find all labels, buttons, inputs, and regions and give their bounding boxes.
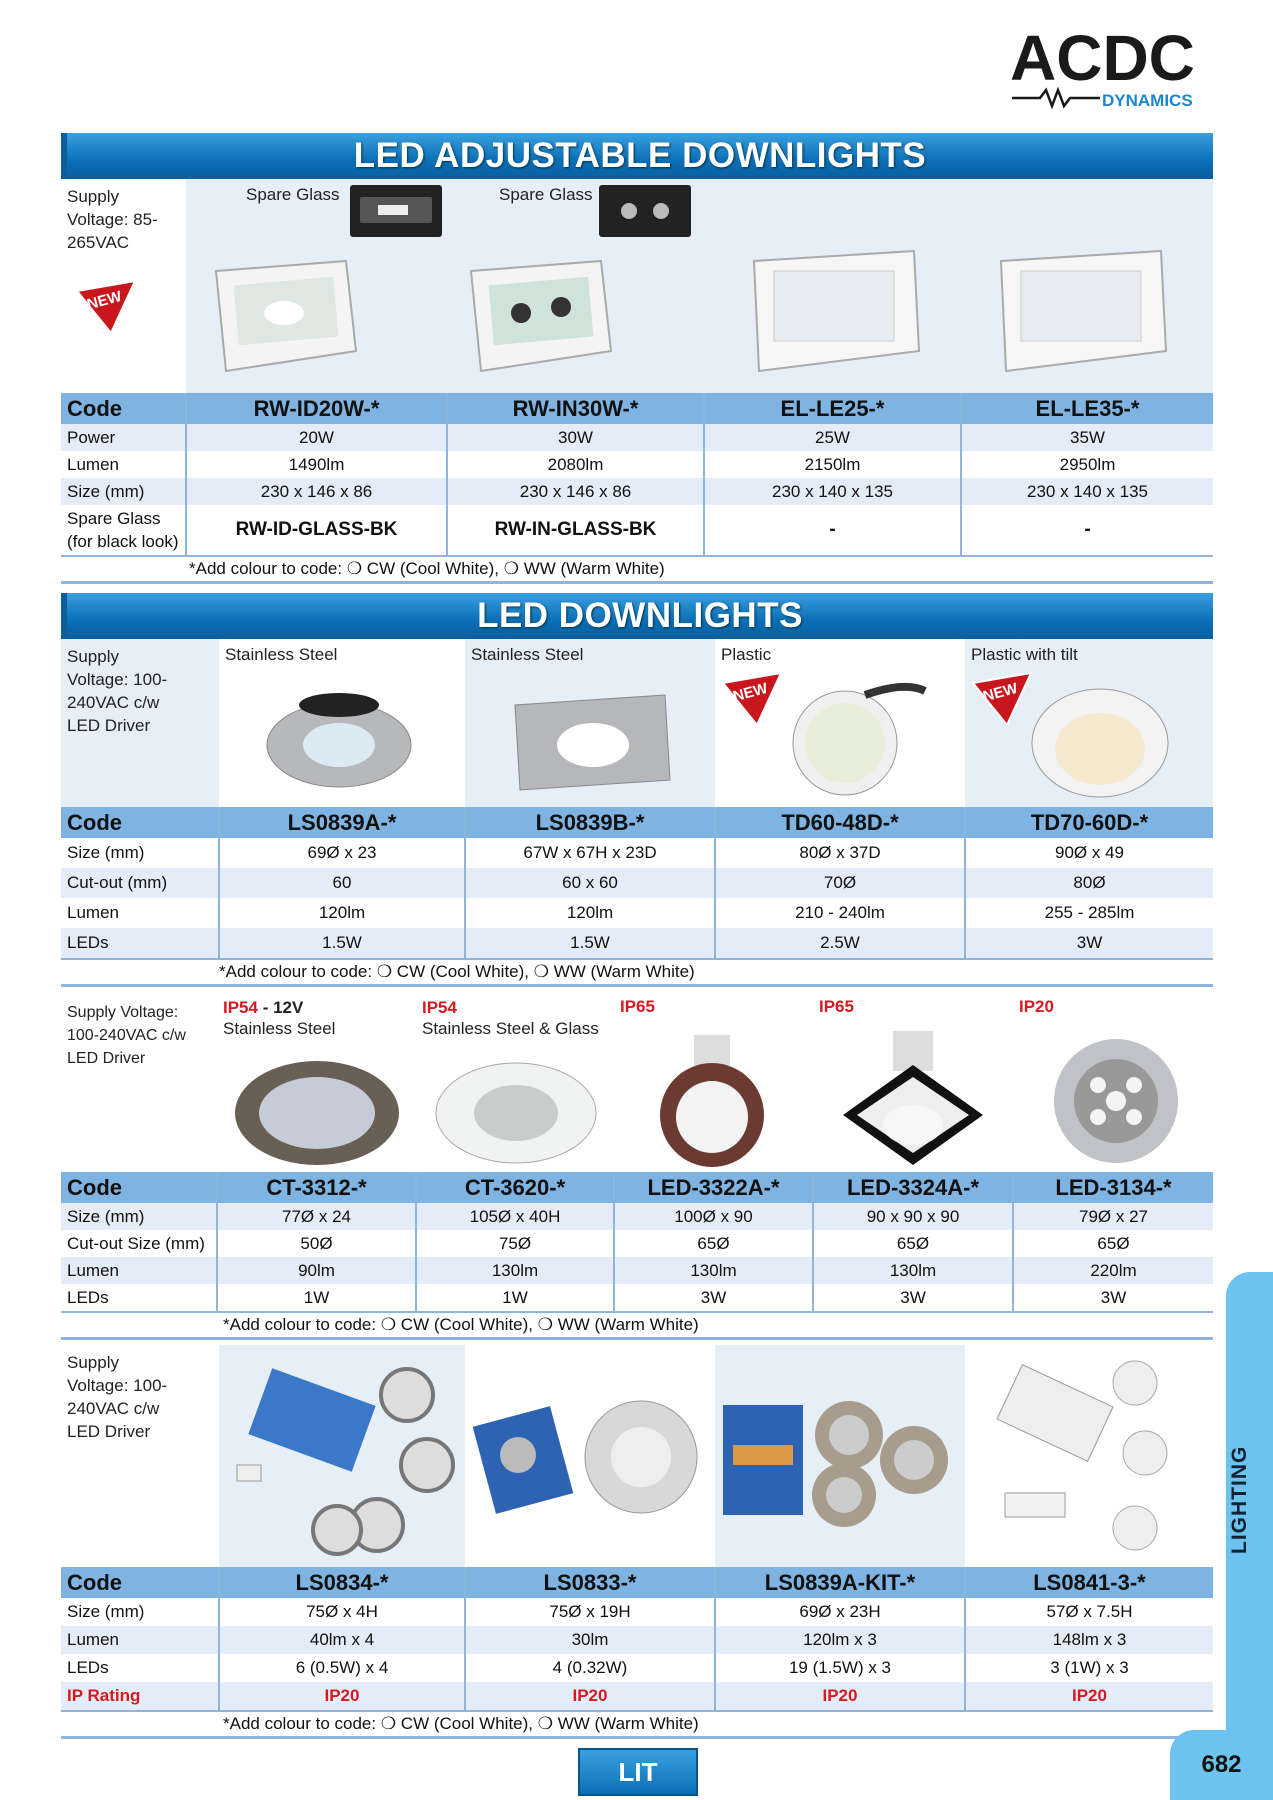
product-image-el-le35 bbox=[961, 179, 1213, 393]
product-image-td70-60d: Plastic with tilt NEW bbox=[965, 639, 1213, 807]
downlight-image bbox=[744, 241, 924, 381]
table-row: Lumen 1490lm 2080lm 2150lm 2950lm bbox=[61, 451, 1213, 478]
section-led-kits bbox=[61, 1345, 1213, 1739]
spare-glass-label: Spare Glass bbox=[246, 185, 340, 204]
new-badge-icon bbox=[73, 279, 139, 335]
table-row: Cut-out (mm) 60 60 x 60 70Ø 80Ø bbox=[61, 868, 1213, 898]
kit-image bbox=[473, 1385, 708, 1535]
product-image-rw-in30w bbox=[447, 179, 704, 393]
colour-note: *Add colour to code: ❍ CW (Cool White), ❍ WW (Warm White) bbox=[61, 1710, 1213, 1739]
supply-voltage: Supply Voltage: 100-240VAC c/w LED Driver bbox=[67, 647, 168, 735]
downlight-image bbox=[833, 1025, 993, 1170]
table-row: Lumen 40lm x 4 30lm 120lm x 3 148lm x 3 bbox=[61, 1626, 1213, 1654]
spec-table bbox=[61, 393, 1213, 555]
product-image-ct-3620: IP54 Stainless Steel & Glass bbox=[416, 995, 614, 1172]
product-image-led-3134: IP20 bbox=[1013, 995, 1213, 1172]
downlight-image bbox=[451, 241, 621, 381]
supply-voltage: Supply Voltage: 100-240VAC c/w LED Driver bbox=[67, 1353, 168, 1441]
code-row: Code LS0834-* LS0833-* LS0839A-KIT-* LS0841-3-* bbox=[61, 1567, 1213, 1598]
product-image-el-le25 bbox=[704, 179, 961, 393]
kit-image bbox=[719, 1385, 959, 1535]
product-image-ls0839b: Stainless Steel bbox=[465, 639, 715, 807]
table-row: Cut-out Size (mm) 50Ø 75Ø 65Ø 65Ø 65Ø bbox=[61, 1230, 1213, 1257]
table-row: LEDs 6 (0.5W) x 4 4 (0.32W) 19 (1.5W) x 3 3 (1W) x 3 bbox=[61, 1654, 1213, 1682]
product-image-ls0839a: Stainless Steel bbox=[219, 639, 465, 807]
svg-text:NEW: NEW bbox=[731, 679, 770, 706]
section-ip-downlights bbox=[61, 995, 1213, 1340]
product-image-ls0833 bbox=[465, 1345, 715, 1567]
section-title: LED DOWNLIGHTS bbox=[61, 593, 1213, 639]
table-row: Lumen 90lm 130lm 130lm 130lm 220lm bbox=[61, 1257, 1213, 1284]
table-row: Size (mm) 69Ø x 23 67W x 67H x 23D 80Ø x 37D 90Ø x 49 bbox=[61, 838, 1213, 868]
spec-table bbox=[61, 1567, 1213, 1710]
ip-rating-row: IP Rating IP20 IP20 IP20 IP20 bbox=[61, 1682, 1213, 1710]
product-image-ct-3312: IP54 - 12V Stainless Steel bbox=[217, 995, 416, 1172]
section-adjustable-downlights bbox=[61, 133, 1213, 584]
downlight-image bbox=[227, 1051, 407, 1171]
kit-image bbox=[985, 1353, 1205, 1563]
downlight-image bbox=[1038, 1029, 1198, 1169]
svg-text:NEW: NEW bbox=[981, 679, 1020, 706]
product-image-led-3324a: IP65 bbox=[813, 995, 1013, 1172]
downlight-image bbox=[634, 1025, 794, 1170]
section-title: LED ADJUSTABLE DOWNLIGHTS bbox=[61, 133, 1213, 179]
code-row: Code RW-ID20W-* RW-IN30W-* EL-LE25-* EL-LE35-* bbox=[61, 393, 1213, 424]
brand-logo bbox=[1010, 28, 1220, 112]
downlight-image bbox=[196, 241, 366, 381]
product-image-ls0834 bbox=[219, 1345, 465, 1567]
svg-text:NEW: NEW bbox=[85, 287, 124, 314]
downlight-image bbox=[1015, 671, 1185, 801]
spec-table bbox=[61, 807, 1213, 958]
table-row: LEDs 1.5W 1.5W 2.5W 3W bbox=[61, 928, 1213, 958]
table-row: Size (mm) 77Ø x 24 105Ø x 40H 100Ø x 90 90 x 90 x 90 79Ø x 27 bbox=[61, 1203, 1213, 1230]
supply-voltage: Supply Voltage: 85-265VAC bbox=[67, 187, 158, 252]
table-row: LEDs 1W 1W 3W 3W 3W bbox=[61, 1284, 1213, 1311]
page-number: 682 bbox=[1170, 1730, 1273, 1800]
kit-image bbox=[227, 1355, 457, 1560]
supply-voltage: Supply Voltage: 100-240VAC c/w LED Driver bbox=[67, 1004, 186, 1067]
section-led-downlights bbox=[61, 593, 1213, 987]
downlight-image bbox=[426, 1051, 606, 1171]
spare-glass-image bbox=[597, 183, 693, 239]
product-image-ls0839a-kit bbox=[715, 1345, 965, 1567]
side-tab-label: LIGHTING bbox=[1228, 1445, 1251, 1555]
footer-tag: LIT bbox=[578, 1748, 698, 1796]
spec-table bbox=[61, 1172, 1213, 1311]
logo-text: ACDC bbox=[1010, 28, 1195, 94]
spare-glass-label: Spare Glass bbox=[499, 185, 593, 204]
product-image-ls0841-3 bbox=[965, 1345, 1213, 1567]
table-row: Size (mm) 230 x 146 x 86 230 x 146 x 86 230 x 140 x 135 230 x 140 x 135 bbox=[61, 478, 1213, 505]
downlight-image bbox=[775, 671, 935, 801]
downlight-image bbox=[259, 675, 419, 795]
table-row: Size (mm) 75Ø x 4H 75Ø x 19H 69Ø x 23H 57Ø x 7.5H bbox=[61, 1598, 1213, 1626]
code-row: Code LS0839A-* LS0839B-* TD60-48D-* TD70-60D-* bbox=[61, 807, 1213, 838]
spare-glass-image bbox=[348, 183, 444, 239]
product-image-td60-48d: Plastic NEW bbox=[715, 639, 965, 807]
downlight-image bbox=[991, 241, 1171, 381]
table-row: Power 20W 30W 25W 35W bbox=[61, 424, 1213, 451]
downlight-image bbox=[505, 675, 675, 795]
product-image-led-3322a: IP65 bbox=[614, 995, 813, 1172]
colour-note: *Add colour to code: ❍ CW (Cool White), ❍ WW (Warm White) bbox=[61, 1311, 1213, 1340]
colour-note: *Add colour to code: ❍ CW (Cool White), ❍ WW (Warm White) bbox=[61, 555, 1213, 584]
code-row: Code CT-3312-* CT-3620-* LED-3322A-* LED-3324A-* LED-3134-* bbox=[61, 1172, 1213, 1203]
table-row: Spare Glass (for black look) RW-ID-GLASS-BK RW-IN-GLASS-BK - - bbox=[61, 505, 1213, 555]
table-row: Lumen 120lm 120lm 210 - 240lm 255 - 285lm bbox=[61, 898, 1213, 928]
colour-note: *Add colour to code: ❍ CW (Cool White), ❍ WW (Warm White) bbox=[61, 958, 1213, 987]
product-image-rw-id20w bbox=[186, 179, 447, 393]
logo-sub: DYNAMICS bbox=[1102, 91, 1193, 110]
